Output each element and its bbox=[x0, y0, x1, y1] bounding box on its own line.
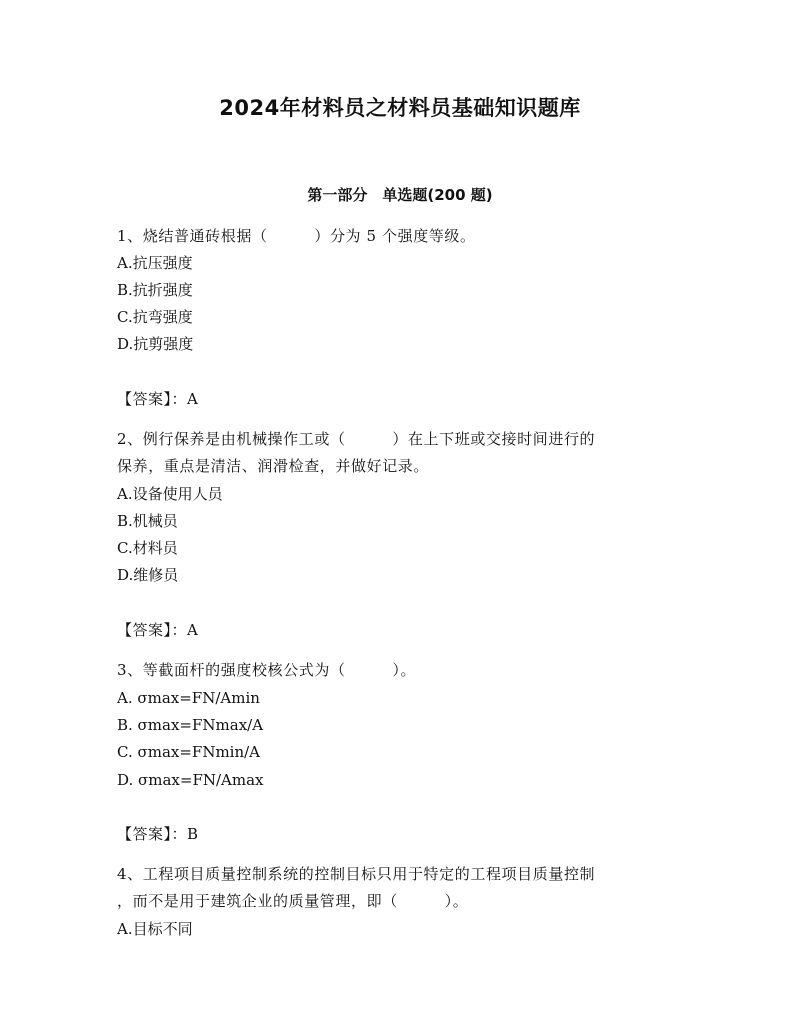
question-2-stem-line-2: 保养，重点是清洁、润滑检查，并做好记录。 bbox=[117, 457, 430, 475]
question-3-option-a: A. σmax=FN/Amin bbox=[117, 689, 260, 707]
question-1-option-b: B.抗折强度 bbox=[117, 281, 193, 299]
question-3-stem: 3、等截面杆的强度校核公式为（ ）。 bbox=[117, 661, 417, 679]
question-2-answer: 【答案】：A bbox=[117, 621, 199, 639]
section-title: 第一部分 单选题(200 题) bbox=[307, 186, 493, 204]
question-3-answer: 【答案】：B bbox=[117, 825, 199, 843]
question-2-option-a: A.设备使用人员 bbox=[117, 485, 223, 503]
question-3-option-d: D. σmax=FN/Amax bbox=[117, 771, 264, 789]
question-2-option-d: D.维修员 bbox=[117, 566, 179, 584]
question-4-stem-line-1: 4、工程项目质量控制系统的控制目标只用于特定的工程项目质量控制 bbox=[117, 865, 596, 883]
question-4-option-a: A.目标不同 bbox=[117, 920, 193, 938]
question-3-option-c: C. σmax=FNmin/A bbox=[117, 743, 261, 761]
question-2-option-c: C.材料员 bbox=[117, 539, 178, 557]
question-1-stem: 1、烧结普通砖根据（ ）分为 5 个强度等级。 bbox=[117, 227, 476, 245]
question-3-option-b: B. σmax=FNmax/A bbox=[117, 716, 264, 734]
question-2-stem-line-1: 2、例行保养是由机械操作工或（ ）在上下班或交接时间进行的 bbox=[117, 430, 596, 448]
question-1-option-c: C.抗弯强度 bbox=[117, 308, 193, 326]
question-1-answer: 【答案】：A bbox=[117, 390, 199, 408]
question-4-stem-line-2: ，而不是用于建筑企业的质量管理，即（ ）。 bbox=[117, 892, 469, 910]
question-1-option-d: D.抗剪强度 bbox=[117, 335, 194, 353]
document-title: 2024年材料员之材料员基础知识题库 bbox=[219, 96, 581, 120]
question-2-option-b: B.机械员 bbox=[117, 512, 178, 530]
question-1-option-a: A.抗压强度 bbox=[117, 254, 193, 272]
